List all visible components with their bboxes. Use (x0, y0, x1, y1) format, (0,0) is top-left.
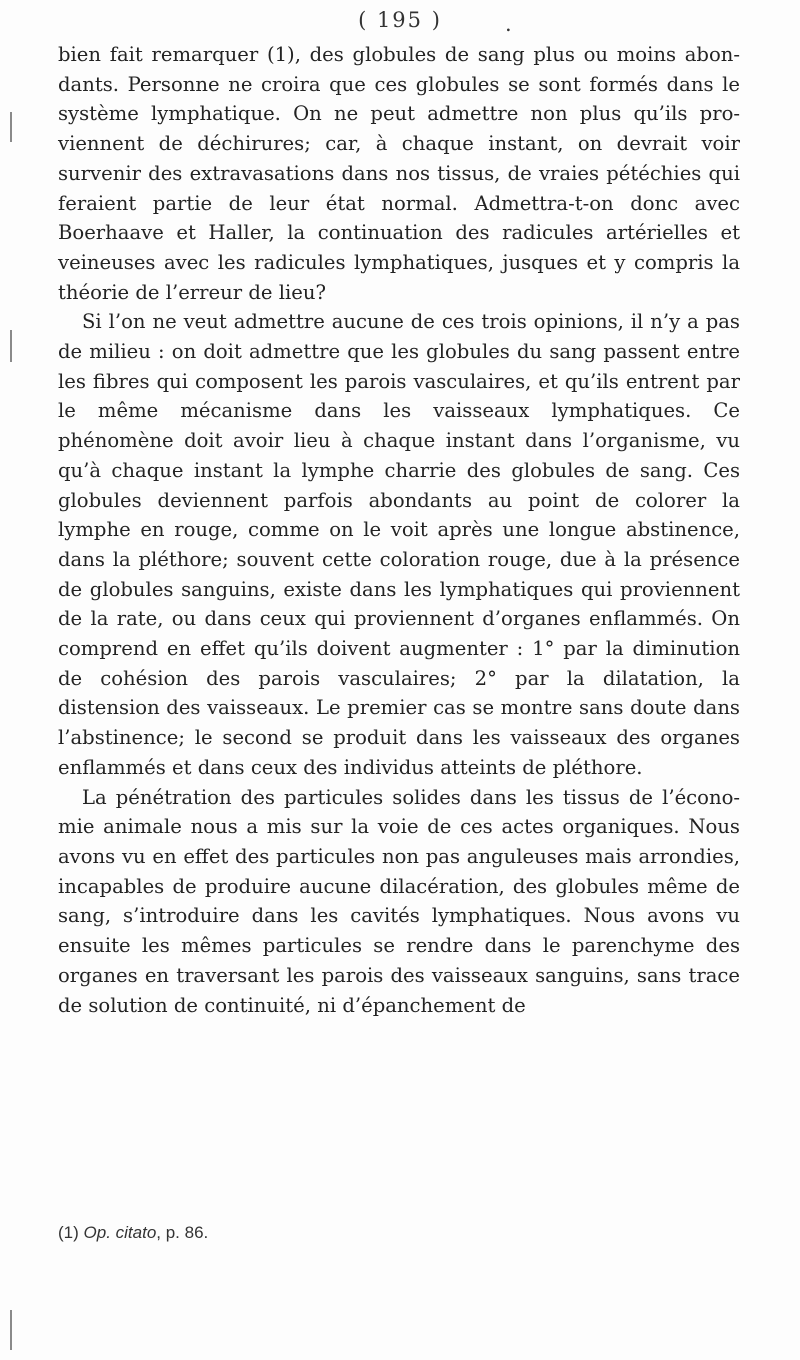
footnote (58, 1223, 208, 1243)
margin-mark (10, 330, 12, 362)
paragraph: Si l’on ne veut admettre aucune de ces trois opinions, il n’y a pas de milieu : on doit admettre que les globules du sang passent entre les fibres qui composent les parois vasculaires, et qu’ils entrent par le même mécanisme dans les vaisseaux lymphatiques. Ce phénomène doit avoir lieu à chaque instant dans l’organisme, vu qu’à chaque instant la lymphe charrie des globules de sang. Ces globules deviennent parfois abondants au point de colorer la lymphe en rouge, comme on le voit après une longue abstinence, dans la pléthore; souvent cette coloration rouge, due à la présence de globules sanguins, existe dans les lymphatiques qui proviennent de la rate, ou dans ceux qui proviennent d’organes enflammés. On comprend en effet qu’ils doivent augmenter : 1° par la diminution de cohésion des parois vasculaires; 2° par la dilatation, la distension des vaisseaux. Le premier cas se montre sans doute dans l’abstinence; le second se produit dans les vaisseaux des organes enflammés et dans ceux des individus atteints de pléthore. (58, 310, 740, 779)
margin-mark (10, 1310, 12, 1350)
body-text (58, 40, 740, 1020)
paragraph: La pénétration des particules solides dans les tissus de l’économie animale nous a mis sur la voie de ces actes organiques. Nous avons vu en effet des particules non pas anguleuses mais arrondies, incapables de produire aucune dilacération, des globules même de sang, s’introduire dans les cavités lymphatiques. Nous avons vu ensuite les mêmes particules se rendre dans le parenchyme des organes en traversant les parois des vaisseaux sanguins, sans trace de solution de continuité, ni d’épanchement de (58, 785, 740, 1017)
margin-mark (10, 112, 12, 142)
footnote-marker: (1) (58, 1223, 79, 1242)
page-number-text: ( 195 ) (358, 8, 442, 32)
page-number (0, 8, 800, 36)
page-number-dot: . (505, 12, 514, 36)
footnote-reference: Op. citato (83, 1223, 157, 1242)
footnote-page: , p. 86. (156, 1223, 209, 1242)
paragraph: bien fait remarquer (1), des globules de sang plus ou moins abondants. Personne ne croira que ces globules se sont formés dans le système lymphatique. On ne peut admettre non plus qu’ils proviennent de déchirures; car, à chaque instant, on devrait voir survenir des extravasations dans nos tissus, de vraies pétéchies qui feraient partie de leur état normal. Admettra-t-on donc avec Boerhaave et Haller, la continuation des radicules artérielles et veineuses avec les radicules lymphatiques, jusques et y compris la théorie de l’erreur de lieu? (58, 43, 740, 304)
